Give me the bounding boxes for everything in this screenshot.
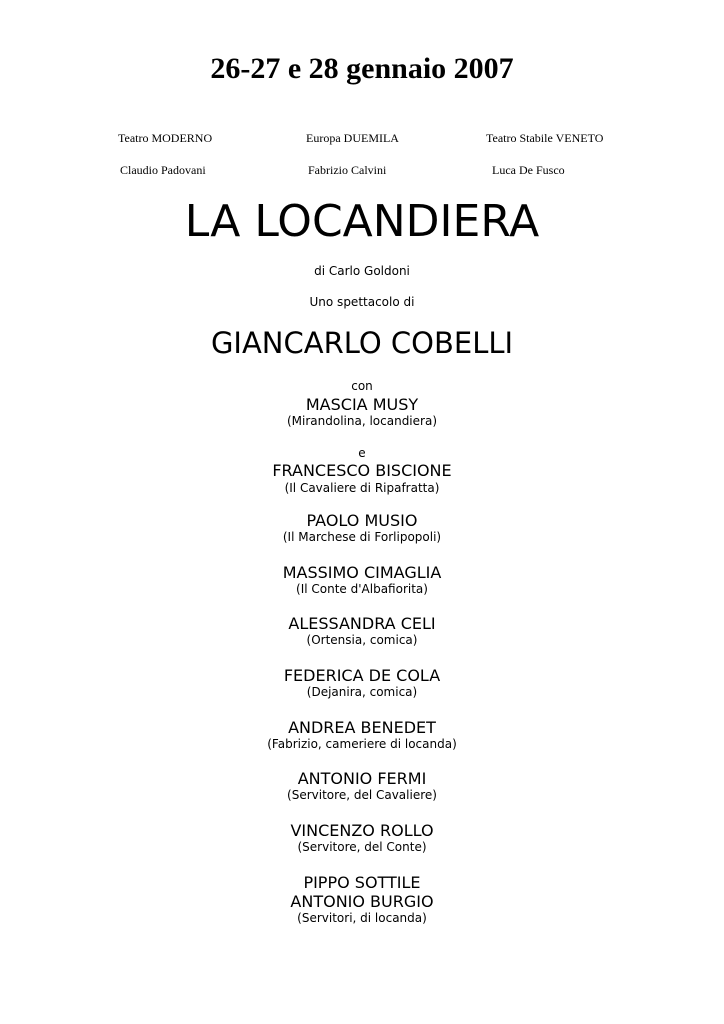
cast-member-name: ANTONIO BURGIO [290,892,434,911]
cast-member-role: (Il Conte d'Albafiorita) [296,582,428,596]
e-label: e [358,446,366,460]
cast-member-role: (Il Cavaliere di Ripafratta) [284,481,440,495]
cast-member-name: VINCENZO ROLLO [290,821,434,840]
cast-member-role: (Servitore, del Cavaliere) [287,788,437,802]
producer-3-person: Luca De Fusco [492,163,565,177]
lead-actor-name: MASCIA MUSY [305,395,419,414]
production-intro: Uno spettacolo di [309,295,415,309]
cast-member-role: (Fabrizio, cameriere di locanda) [267,737,457,751]
producer-3-theatre: Teatro Stabile VENETO [486,131,604,145]
cast-member-name: PAOLO MUSIO [306,511,418,530]
cast-member-name: ANTONIO FERMI [297,769,427,788]
cast-member-name: PIPPO SOTTILE [303,873,421,892]
cast-member-name: FEDERICA DE COLA [283,666,441,685]
cast-member-role: (Servitore, del Conte) [297,840,427,854]
cast-member-name: ALESSANDRA CELI [288,614,436,633]
cast-member-name: ANDREA BENEDET [288,718,436,737]
cast-member-role: (Dejanira, comica) [306,685,418,699]
cast-member-name: MASSIMO CIMAGLIA [282,563,442,582]
con-label: con [351,379,373,393]
lead-actor-role: (Mirandolina, locandiera) [286,414,437,428]
cast-member-role: (Servitori, di locanda) [297,911,427,925]
producer-1-person: Claudio Padovani [120,163,206,177]
director-name: GIANCARLO COBELLI [210,326,514,360]
play-title: LA LOCANDIERA [184,196,540,247]
producer-2-theatre: Europa DUEMILA [306,131,399,145]
cast-member-role: (Ortensia, comica) [306,633,418,647]
producer-2-person: Fabrizio Calvini [308,163,387,177]
cast-member-role: (Il Marchese di Forlipopoli) [282,530,442,544]
date-heading: 26-27 e 28 gennaio 2007 [210,52,514,85]
cast-member-name: FRANCESCO BISCIONE [272,461,452,480]
producer-1-theatre: Teatro MODERNO [118,131,213,145]
play-author: di Carlo Goldoni [314,264,410,278]
